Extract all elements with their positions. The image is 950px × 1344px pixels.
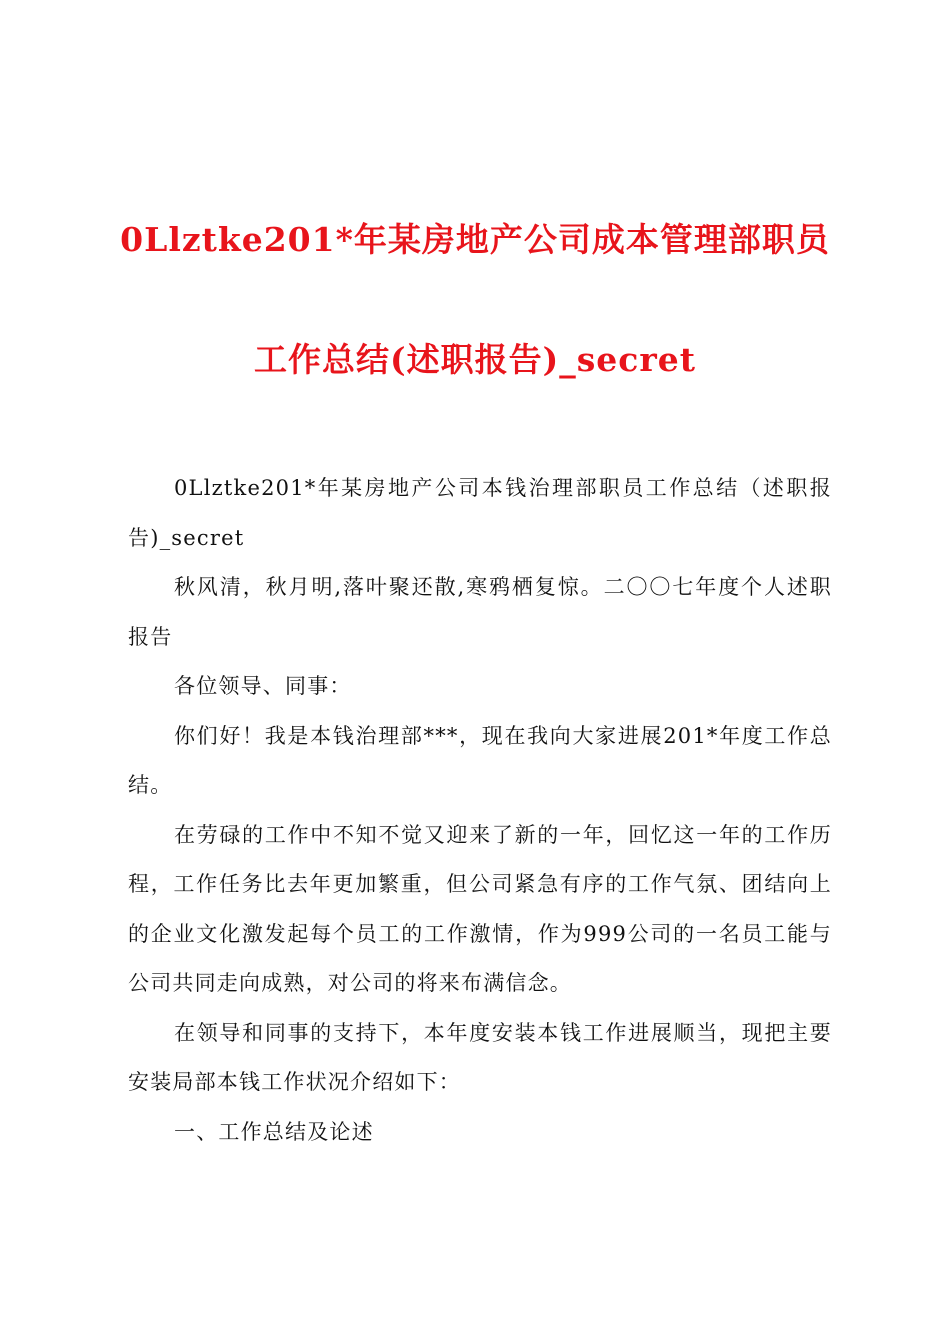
paragraph-opening-verse: 秋风清，秋月明,落叶聚还散,寒鸦栖复惊。二〇〇七年度个人述职报告 xyxy=(128,575,832,649)
paragraph-year-review: 在劳碌的工作中不知不觉又迎来了新的一年，回忆这一年的工作历程，工作任务比去年更加繁重，但公司紧急有序的工作气氛、团结向上的企业文化激发起每个员工的工作激情，作为999公司的一名员工能与公司共同走向成熟，对公司的将来布满信念。 xyxy=(128,822,832,995)
document-title-line-1: 0Llztke201*年某房地产公司成本管理部职员 xyxy=(120,220,830,259)
document-body xyxy=(128,464,832,1157)
section-heading-1: 一、工作总结及论述 xyxy=(174,1119,374,1144)
paragraph-work-intro: 在领导和同事的支持下，本年度安装本钱工作进展顺当，现把主要安装局部本钱工作状况介绍如下： xyxy=(128,1020,832,1094)
paragraph-salutation: 各位领导、同事： xyxy=(174,674,352,698)
paragraph-heading-repeat: 0Llztke201*年某房地产公司本钱治理部职员工作总结（述职报告)_secret xyxy=(128,476,832,550)
document-title-line-2: 工作总结(述职报告)_secret xyxy=(253,340,697,379)
paragraph-greeting: 你们好！我是本钱治理部***，现在我向大家进展201*年度工作总结。 xyxy=(128,723,832,797)
